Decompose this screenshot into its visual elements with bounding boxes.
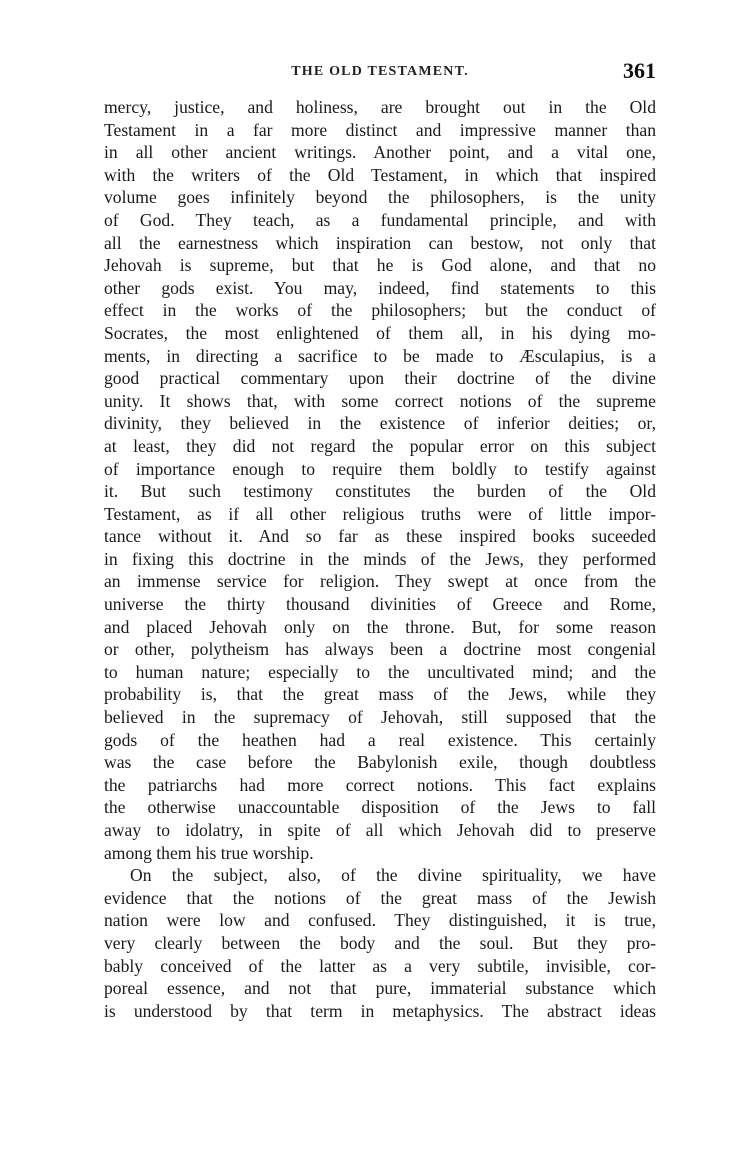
text-line: to human nature; especially to the uncultivated mind; and the — [104, 661, 656, 682]
paragraph-end-line: among them his true worship. — [104, 842, 314, 863]
body-text — [104, 96, 656, 1022]
page-number: 361 — [623, 58, 656, 83]
running-title: THE OLD TESTAMENT. — [291, 64, 469, 79]
text-line: unity. It shows that, with some correct notions of the supreme — [104, 390, 656, 411]
text-line: away to idolatry, in spite of all which Jehovah did to preserve — [104, 820, 656, 840]
text-line: Testament, as if all other religious truths were of little impor- — [104, 503, 656, 524]
text-line: Testament in a far more distinct and impressive manner than — [104, 119, 656, 140]
text-line: the otherwise unaccountable disposition of the Jews to fall — [104, 797, 656, 818]
text-line: or other, polytheism has always been a doctrine most congenial — [104, 639, 656, 660]
text-line: universe the thirty thousand divinities of Greece and Rome, — [104, 594, 656, 615]
text-line: was the case before the Babylonish exile, though doubtless — [104, 752, 656, 773]
text-line: other gods exist. You may, indeed, find statements to this — [104, 277, 656, 298]
text-line: in fixing this doctrine in the minds of the Jews, they performed — [104, 548, 656, 569]
text-line: bably conceived of the latter as a very subtile, invisible, cor- — [104, 955, 656, 976]
text-line: evidence that the notions of the great mass of the Jewish — [104, 887, 656, 908]
text-line: and placed Jehovah only on the throne. But, for some reason — [104, 616, 656, 637]
text-line: nation were low and confused. They distinguished, it is true, — [104, 910, 656, 931]
text-line: tance without it. And so far as these inspired books suceeded — [104, 526, 656, 547]
text-line: Socrates, the most enlightened of them all, in his dying mo- — [104, 322, 656, 343]
text-line: mercy, justice, and holiness, are brought out in the Old — [104, 97, 656, 117]
text-line: it. But such testimony constitutes the burden of the Old — [104, 481, 656, 502]
text-line: Jehovah is supreme, but that he is God alone, and that no — [104, 255, 656, 276]
text-line: believed in the supremacy of Jehovah, still supposed that the — [104, 707, 656, 728]
text-line: with the writers of the Old Testament, in which that inspired — [104, 164, 656, 185]
text-line: in all other ancient writings. Another point, and a vital one, — [104, 142, 656, 163]
text-line: is understood by that term in metaphysics. The abstract ideas — [104, 1000, 656, 1021]
text-line: of God. They teach, as a fundamental principle, and with — [104, 209, 656, 230]
text-line: ments, in directing a sacrifice to be made to Æsculapius, is a — [104, 345, 656, 366]
paragraph-start-line: On the subject, also, of the divine spirituality, we have — [130, 865, 656, 886]
text-line: of importance enough to require them boldly to testify against — [104, 458, 656, 479]
text-line: poreal essence, and not that pure, immaterial substance which — [104, 978, 656, 999]
text-line: effect in the works of the philosophers; but the conduct of — [104, 300, 656, 321]
text-line: all the earnestness which inspiration can bestow, not only that — [104, 232, 656, 253]
text-line: an immense service for religion. They swept at once from the — [104, 571, 656, 592]
text-line: the patriarchs had more correct notions. This fact explains — [104, 774, 656, 795]
text-line: good practical commentary upon their doctrine of the divine — [104, 368, 656, 389]
text-line: gods of the heathen had a real existence. This certainly — [104, 729, 656, 750]
text-line: very clearly between the body and the soul. But they pro- — [104, 932, 656, 953]
text-line: divinity, they believed in the existence of inferior deities; or, — [104, 413, 656, 434]
text-line: probability is, that the great mass of the Jews, while they — [104, 684, 656, 705]
text-line: volume goes infinitely beyond the philosophers, is the unity — [104, 187, 656, 208]
page-header — [104, 58, 656, 88]
text-line: at least, they did not regard the popular error on this subject — [104, 435, 656, 456]
